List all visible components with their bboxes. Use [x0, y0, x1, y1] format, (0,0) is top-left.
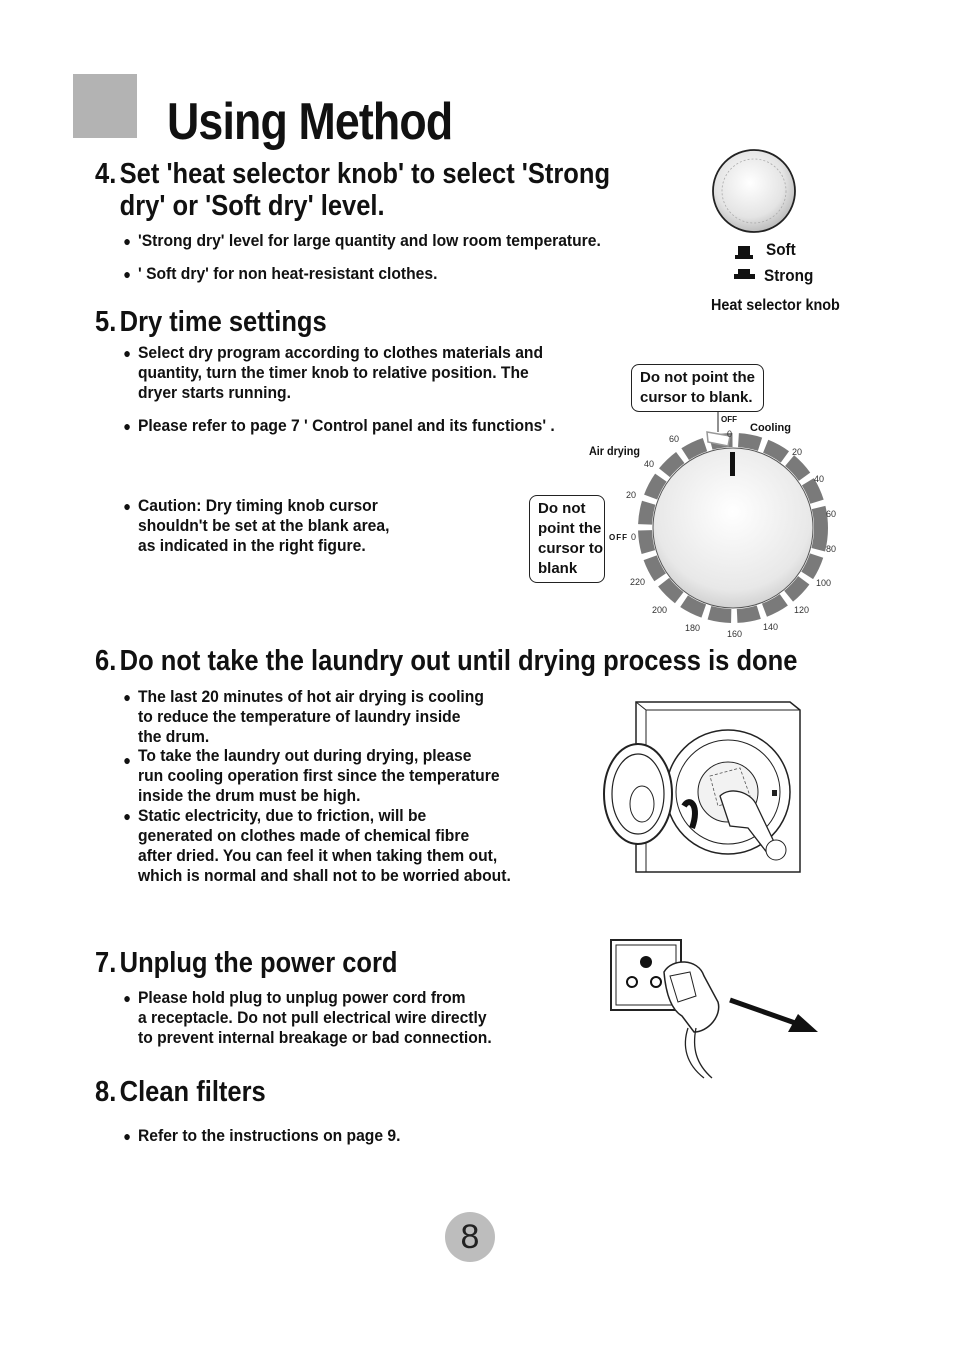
header-square [73, 74, 137, 138]
dryer-open-door-icon [600, 696, 805, 876]
soft-label: Soft [766, 240, 796, 259]
heat-selector-caption: Heat selector knob [711, 297, 840, 314]
dial-tick-140: 140 [763, 622, 779, 632]
bullet-dot: ● [123, 233, 132, 249]
section7-heading: 7. Unplug the power cord [95, 947, 398, 979]
callout-top: Do not point the cursor to blank. [631, 364, 764, 412]
section5-bullet-2: ● Please refer to page 7 ' Control panel and its functions' . [123, 416, 555, 435]
section8-heading: 8. Clean filters [95, 1076, 266, 1108]
dial-tick-120: 120 [794, 605, 810, 615]
strong-label: Strong [764, 266, 814, 285]
section5-bullet-1: ● Select dry program according to clothes materials and quantity, turn the timer knob to relative position. The dryer starts running. [123, 343, 544, 402]
cooling-label: Cooling [750, 422, 791, 434]
section8-bullet: ● Refer to the instructions on page 9. [123, 1126, 401, 1145]
dial-tick-80: 80 [826, 544, 837, 554]
dial-tick-100: 100 [816, 578, 832, 588]
bullet-dot: ● [123, 808, 132, 824]
dial-tick-20-left: 20 [626, 490, 637, 500]
section4-bullet-2: ● ' Soft dry' for non heat-resistant clothes. [123, 264, 438, 283]
dial-tick-60-left: 60 [669, 434, 680, 444]
bullet-dot: ● [123, 990, 132, 1006]
unplug-power-cord-icon [608, 936, 824, 1086]
callout-left: Do not point the cursor to blank [529, 495, 605, 583]
dial-off-top: OFF [721, 415, 737, 424]
dial-tick-0-top: 0 [727, 429, 733, 439]
section7-bullet: ● Please hold plug to unplug power cord from a receptacle. Do not pull electrical wire directly to prevent internal breakage or bad connection. [123, 988, 492, 1047]
page-title: Using Method [167, 93, 453, 151]
section6-bullet-1: ● The last 20 minutes of hot air drying is cooling to reduce the temperature of laundry inside the drum. [123, 687, 484, 746]
bullet-dot: ● [123, 498, 132, 514]
bullet-dot: ● [123, 752, 132, 768]
dial-tick-0-left: 0 [631, 532, 637, 542]
section4-number: 4. [95, 158, 117, 190]
section6-heading: 6. Do not take the laundry out until drying process is done [95, 645, 798, 677]
dial-tick-20-right: 20 [792, 447, 803, 457]
section8-number: 8. [95, 1076, 117, 1108]
bullet-dot: ● [123, 345, 132, 361]
dial-tick-220: 220 [630, 577, 646, 587]
section5-number: 5. [95, 306, 117, 338]
heat-selector-knob-icon [708, 146, 802, 236]
dial-pointer [730, 452, 735, 476]
page-number: 8 [445, 1212, 495, 1262]
dial-tick-40-left: 40 [644, 459, 655, 469]
dial-tick-60-right: 60 [826, 509, 837, 519]
section6-bullet-2: ● To take the laundry out during drying, please run cooling operation first since the temperature inside the drum must be high. [123, 746, 500, 805]
section4-bullet-1: ● 'Strong dry' level for large quantity and low room temperature. [123, 231, 601, 250]
section4-heading-line2: dry' or 'Soft dry' level. [119, 190, 385, 222]
bullet-dot: ● [123, 689, 132, 705]
bullet-dot: ● [123, 418, 132, 434]
dial-tick-200: 200 [652, 605, 668, 615]
dial-tick-40-right: 40 [814, 474, 825, 484]
bullet-dot: ● [123, 266, 132, 282]
section4-heading [95, 158, 610, 222]
section6-number: 6. [95, 645, 117, 677]
dial-tick-160: 160 [727, 629, 743, 639]
section6-bullet-3: ● Static electricity, due to friction, will be generated on clothes made of chemical fibre after dried. You can feel it when taking them out, which is normal and shall not to be worried about. [123, 806, 511, 885]
bullet-dot: ● [123, 1128, 132, 1144]
soft-strong-symbols-icon [733, 244, 757, 284]
air-drying-label: Air drying [589, 444, 641, 458]
section4-heading-line1: Set 'heat selector knob' to select 'Strong [119, 158, 611, 190]
section7-number: 7. [95, 947, 117, 979]
section5-heading: 5. Dry time settings [95, 306, 327, 338]
dial-tick-180: 180 [685, 623, 701, 633]
section5-bullet-3: ● Caution: Dry timing knob cursor shouldn't be set at the blank area, as indicated in the right figure. [123, 496, 390, 555]
dial-off-left: OFF [609, 533, 628, 542]
